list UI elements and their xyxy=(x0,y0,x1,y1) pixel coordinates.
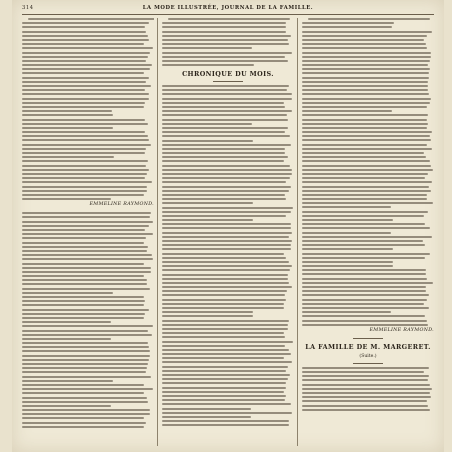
text-line xyxy=(22,233,153,235)
text-line xyxy=(22,325,153,327)
text-line xyxy=(22,169,149,171)
text-line xyxy=(302,93,429,95)
text-line xyxy=(162,22,286,24)
text-line xyxy=(302,119,427,121)
divider xyxy=(213,81,243,82)
text-line xyxy=(162,127,288,129)
text-line xyxy=(162,211,291,213)
text-line xyxy=(302,379,428,381)
text-line xyxy=(162,420,289,422)
text-line xyxy=(22,221,153,223)
text-line xyxy=(162,416,251,418)
text-line xyxy=(162,320,289,322)
text-line xyxy=(22,39,149,41)
text-line xyxy=(162,353,291,355)
text-line xyxy=(22,334,152,336)
text-line xyxy=(302,253,430,255)
text-line xyxy=(22,225,149,227)
text-line xyxy=(302,273,426,275)
text-line xyxy=(162,110,292,112)
text-line xyxy=(162,60,288,62)
text-line xyxy=(302,400,427,402)
text-line xyxy=(162,269,290,271)
text-line xyxy=(302,396,431,398)
text-line xyxy=(302,405,428,407)
text-line xyxy=(162,140,253,142)
text-line xyxy=(162,311,253,313)
publication-title: LA MODE ILLUSTRÉE, JOURNAL DE LA FAMILLE. xyxy=(142,5,314,11)
page-header xyxy=(22,4,434,15)
text-line xyxy=(302,26,392,28)
text-line xyxy=(22,85,151,87)
text-line xyxy=(302,190,431,192)
text-line xyxy=(162,35,291,37)
text-line xyxy=(302,392,430,394)
text-line xyxy=(302,110,392,112)
text-line xyxy=(302,278,427,280)
text-line xyxy=(302,215,424,217)
text-line xyxy=(22,422,146,424)
text-line xyxy=(22,148,146,150)
text-line xyxy=(302,290,426,292)
text-line xyxy=(22,392,144,394)
text-line xyxy=(162,52,292,54)
text-line xyxy=(162,261,289,263)
text-line xyxy=(302,286,426,288)
text-line xyxy=(162,253,284,255)
text-line xyxy=(162,412,292,414)
text-line xyxy=(302,324,428,326)
text-line xyxy=(22,263,144,265)
text-line xyxy=(22,114,113,116)
text-line xyxy=(302,240,423,242)
text-line xyxy=(22,165,146,167)
text-line xyxy=(162,177,290,179)
text-line xyxy=(22,371,146,373)
text-line xyxy=(302,165,431,167)
text-line xyxy=(22,292,113,294)
text-line xyxy=(302,307,429,309)
text-line xyxy=(162,403,291,405)
text-line xyxy=(302,72,429,74)
body-text-block xyxy=(302,367,434,411)
text-line xyxy=(22,355,150,357)
text-line xyxy=(22,152,145,154)
text-line xyxy=(162,370,286,372)
text-line xyxy=(162,31,286,33)
text-line xyxy=(162,194,285,196)
text-line xyxy=(22,388,153,390)
text-line xyxy=(302,181,432,183)
text-line xyxy=(22,64,152,66)
text-line xyxy=(162,56,285,58)
text-line xyxy=(162,156,288,158)
text-line xyxy=(22,242,144,244)
text-line xyxy=(162,315,253,317)
column-divider xyxy=(297,18,298,446)
text-line xyxy=(302,223,425,225)
text-line xyxy=(302,35,427,37)
column-3 xyxy=(302,18,434,446)
text-line xyxy=(302,232,391,234)
text-line xyxy=(162,324,288,326)
page-number: 314 xyxy=(22,5,34,11)
text-line xyxy=(302,211,428,213)
text-line xyxy=(302,77,429,79)
text-line xyxy=(302,114,428,116)
text-line xyxy=(22,52,150,54)
text-line xyxy=(22,309,149,311)
text-line xyxy=(22,77,149,79)
text-line xyxy=(302,106,427,108)
body-text-block xyxy=(22,212,154,428)
text-line xyxy=(22,300,145,302)
text-line xyxy=(22,367,147,369)
text-line xyxy=(22,229,145,231)
text-line xyxy=(162,93,292,95)
text-line xyxy=(22,216,150,218)
text-line xyxy=(22,127,113,129)
body-text-block xyxy=(302,18,434,326)
text-line xyxy=(22,258,153,260)
text-line xyxy=(162,395,286,397)
text-line xyxy=(302,282,433,284)
text-line xyxy=(302,198,427,200)
text-line xyxy=(22,194,144,196)
text-line xyxy=(162,223,291,225)
text-line xyxy=(22,173,147,175)
text-line xyxy=(22,198,111,200)
text-line xyxy=(302,156,426,158)
text-line xyxy=(302,89,428,91)
text-line xyxy=(22,271,151,273)
column-1 xyxy=(22,18,154,446)
text-line xyxy=(302,173,428,175)
text-line xyxy=(162,236,289,238)
text-line xyxy=(162,169,292,171)
author-signature: EMMELINE RAYMOND. xyxy=(369,327,434,333)
text-line xyxy=(302,311,391,313)
text-line xyxy=(162,278,288,280)
text-line xyxy=(302,56,431,58)
text-line xyxy=(302,371,424,373)
text-line xyxy=(162,186,291,188)
text-line xyxy=(22,321,111,323)
text-line xyxy=(22,68,150,70)
text-line xyxy=(302,315,425,317)
text-line xyxy=(22,254,152,256)
text-line xyxy=(302,320,427,322)
text-line xyxy=(302,85,428,87)
text-line xyxy=(302,144,427,146)
text-line xyxy=(22,317,144,319)
text-line xyxy=(22,296,144,298)
text-line xyxy=(302,384,430,386)
text-line xyxy=(162,303,284,305)
text-line xyxy=(22,56,148,58)
text-line xyxy=(22,89,145,91)
text-line xyxy=(22,413,150,415)
text-line xyxy=(22,110,112,112)
text-line xyxy=(162,294,285,296)
text-line xyxy=(302,261,393,263)
text-line xyxy=(162,286,292,288)
text-line xyxy=(22,81,146,83)
text-line xyxy=(162,341,293,343)
text-line xyxy=(302,236,432,238)
text-line xyxy=(302,219,393,221)
text-line xyxy=(302,409,430,411)
text-line xyxy=(162,382,286,384)
text-line xyxy=(162,152,285,154)
newspaper-page xyxy=(12,0,444,452)
text-line xyxy=(22,288,150,290)
section-title: LA FAMILLE DE M. MARGERET. xyxy=(305,342,431,351)
text-line xyxy=(22,31,146,33)
text-line xyxy=(162,114,287,116)
text-line xyxy=(22,338,111,340)
text-line xyxy=(162,89,287,91)
text-line xyxy=(162,39,288,41)
text-line xyxy=(302,22,394,24)
text-line xyxy=(162,374,290,376)
body-text-block xyxy=(162,18,294,66)
text-line xyxy=(22,359,149,361)
text-line xyxy=(22,22,149,24)
text-line xyxy=(162,144,291,146)
text-line xyxy=(302,269,426,271)
text-line xyxy=(22,139,149,141)
divider xyxy=(353,338,383,339)
text-line xyxy=(22,330,148,332)
text-line xyxy=(162,299,286,301)
text-line xyxy=(162,387,286,389)
text-line xyxy=(162,378,288,380)
text-line xyxy=(22,135,148,137)
text-line xyxy=(22,177,145,179)
text-line xyxy=(22,156,114,158)
author-signature: EMMELINE RAYMOND. xyxy=(89,202,154,208)
text-line xyxy=(162,43,289,45)
section-title: CHRONIQUE DU MOIS. xyxy=(182,70,274,79)
text-line xyxy=(302,257,425,259)
text-line xyxy=(302,135,430,137)
text-line xyxy=(22,313,145,315)
text-line xyxy=(22,405,111,407)
text-line xyxy=(162,64,254,66)
text-line xyxy=(302,31,432,33)
text-line xyxy=(162,119,288,121)
text-line xyxy=(302,227,430,229)
text-line xyxy=(162,408,251,410)
column-2 xyxy=(162,18,294,446)
text-line xyxy=(162,190,289,192)
text-line xyxy=(162,148,285,150)
text-line xyxy=(22,417,144,419)
text-line xyxy=(302,244,425,246)
column-divider xyxy=(157,18,158,446)
text-line xyxy=(162,165,290,167)
text-line xyxy=(22,186,147,188)
text-line xyxy=(22,181,152,183)
text-line xyxy=(22,106,144,108)
text-line xyxy=(162,332,284,334)
text-line xyxy=(302,294,429,296)
text-line xyxy=(22,123,148,125)
text-line xyxy=(162,399,285,401)
text-line xyxy=(168,18,290,20)
text-line xyxy=(302,265,393,267)
text-line xyxy=(22,144,151,146)
text-line xyxy=(162,98,292,100)
text-line xyxy=(162,328,288,330)
text-line xyxy=(302,299,427,301)
text-line xyxy=(162,290,287,292)
text-line xyxy=(22,376,151,378)
text-line xyxy=(162,345,285,347)
text-line xyxy=(22,426,144,428)
text-line xyxy=(162,307,284,309)
section-subtitle: (Suite.) xyxy=(359,353,377,359)
text-line xyxy=(22,131,145,133)
text-line xyxy=(162,248,291,250)
text-line xyxy=(302,47,427,49)
text-line xyxy=(302,39,424,41)
text-line xyxy=(302,177,425,179)
text-line xyxy=(22,283,147,285)
text-line xyxy=(22,279,147,281)
text-line xyxy=(162,424,289,426)
text-line xyxy=(162,123,252,125)
text-line xyxy=(162,265,292,267)
text-line xyxy=(22,350,150,352)
text-line xyxy=(162,240,292,242)
text-line xyxy=(162,361,292,363)
text-line xyxy=(22,409,150,411)
text-line xyxy=(302,60,430,62)
text-line xyxy=(302,52,431,54)
text-line xyxy=(162,257,286,259)
text-line xyxy=(22,401,148,403)
text-line xyxy=(162,391,284,393)
text-line xyxy=(162,131,285,133)
text-line xyxy=(162,102,284,104)
text-line xyxy=(162,135,290,137)
text-line xyxy=(302,186,429,188)
body-text-block xyxy=(162,85,294,426)
text-line xyxy=(162,202,253,204)
text-line xyxy=(22,237,146,239)
text-line xyxy=(28,18,154,20)
text-line xyxy=(22,397,147,399)
text-line xyxy=(162,85,289,87)
text-line xyxy=(22,267,151,269)
text-line xyxy=(22,119,145,121)
text-line xyxy=(302,139,431,141)
text-line xyxy=(302,131,432,133)
text-line xyxy=(22,26,145,28)
text-line xyxy=(302,148,432,150)
text-line xyxy=(302,102,430,104)
text-line xyxy=(22,102,145,104)
text-line xyxy=(302,81,428,83)
text-line xyxy=(302,194,427,196)
text-line xyxy=(22,160,148,162)
text-line xyxy=(302,367,429,369)
text-line xyxy=(22,246,148,248)
text-line xyxy=(162,215,286,217)
text-line xyxy=(302,127,427,129)
text-line xyxy=(162,47,252,49)
text-line xyxy=(22,380,113,382)
text-line xyxy=(162,26,286,28)
text-line xyxy=(162,357,284,359)
text-line xyxy=(22,43,144,45)
text-line xyxy=(22,250,147,252)
text-line xyxy=(302,68,430,70)
text-line xyxy=(162,244,291,246)
text-line xyxy=(22,93,149,95)
text-line xyxy=(162,160,284,162)
text-line xyxy=(162,106,285,108)
text-line xyxy=(162,173,292,175)
text-line xyxy=(22,190,147,192)
text-line xyxy=(302,169,433,171)
text-line xyxy=(162,282,289,284)
text-line xyxy=(22,363,148,365)
text-line xyxy=(302,64,428,66)
text-line xyxy=(162,366,288,368)
text-line xyxy=(162,181,286,183)
text-line xyxy=(162,274,288,276)
text-line xyxy=(22,346,149,348)
text-line xyxy=(22,342,148,344)
text-line xyxy=(22,35,148,37)
text-line xyxy=(302,98,431,100)
text-line xyxy=(22,384,144,386)
text-line xyxy=(162,349,289,351)
text-line xyxy=(162,336,285,338)
text-line xyxy=(302,202,433,204)
text-line xyxy=(22,72,144,74)
text-line xyxy=(22,212,151,214)
text-line xyxy=(162,207,293,209)
text-line xyxy=(302,206,391,208)
text-line xyxy=(302,152,424,154)
text-line xyxy=(302,248,393,250)
text-line xyxy=(302,303,424,305)
text-line xyxy=(308,18,430,20)
text-line xyxy=(22,60,146,62)
text-line xyxy=(162,219,253,221)
divider xyxy=(353,363,383,364)
body-text-block xyxy=(22,18,154,200)
text-line xyxy=(162,232,292,234)
text-line xyxy=(162,227,291,229)
text-line xyxy=(22,304,144,306)
text-line xyxy=(302,388,432,390)
text-line xyxy=(22,275,144,277)
text-line xyxy=(302,160,430,162)
text-line xyxy=(22,47,153,49)
text-line xyxy=(302,375,429,377)
text-line xyxy=(302,123,428,125)
text-line xyxy=(302,43,426,45)
text-line xyxy=(22,98,149,100)
text-line xyxy=(162,198,286,200)
